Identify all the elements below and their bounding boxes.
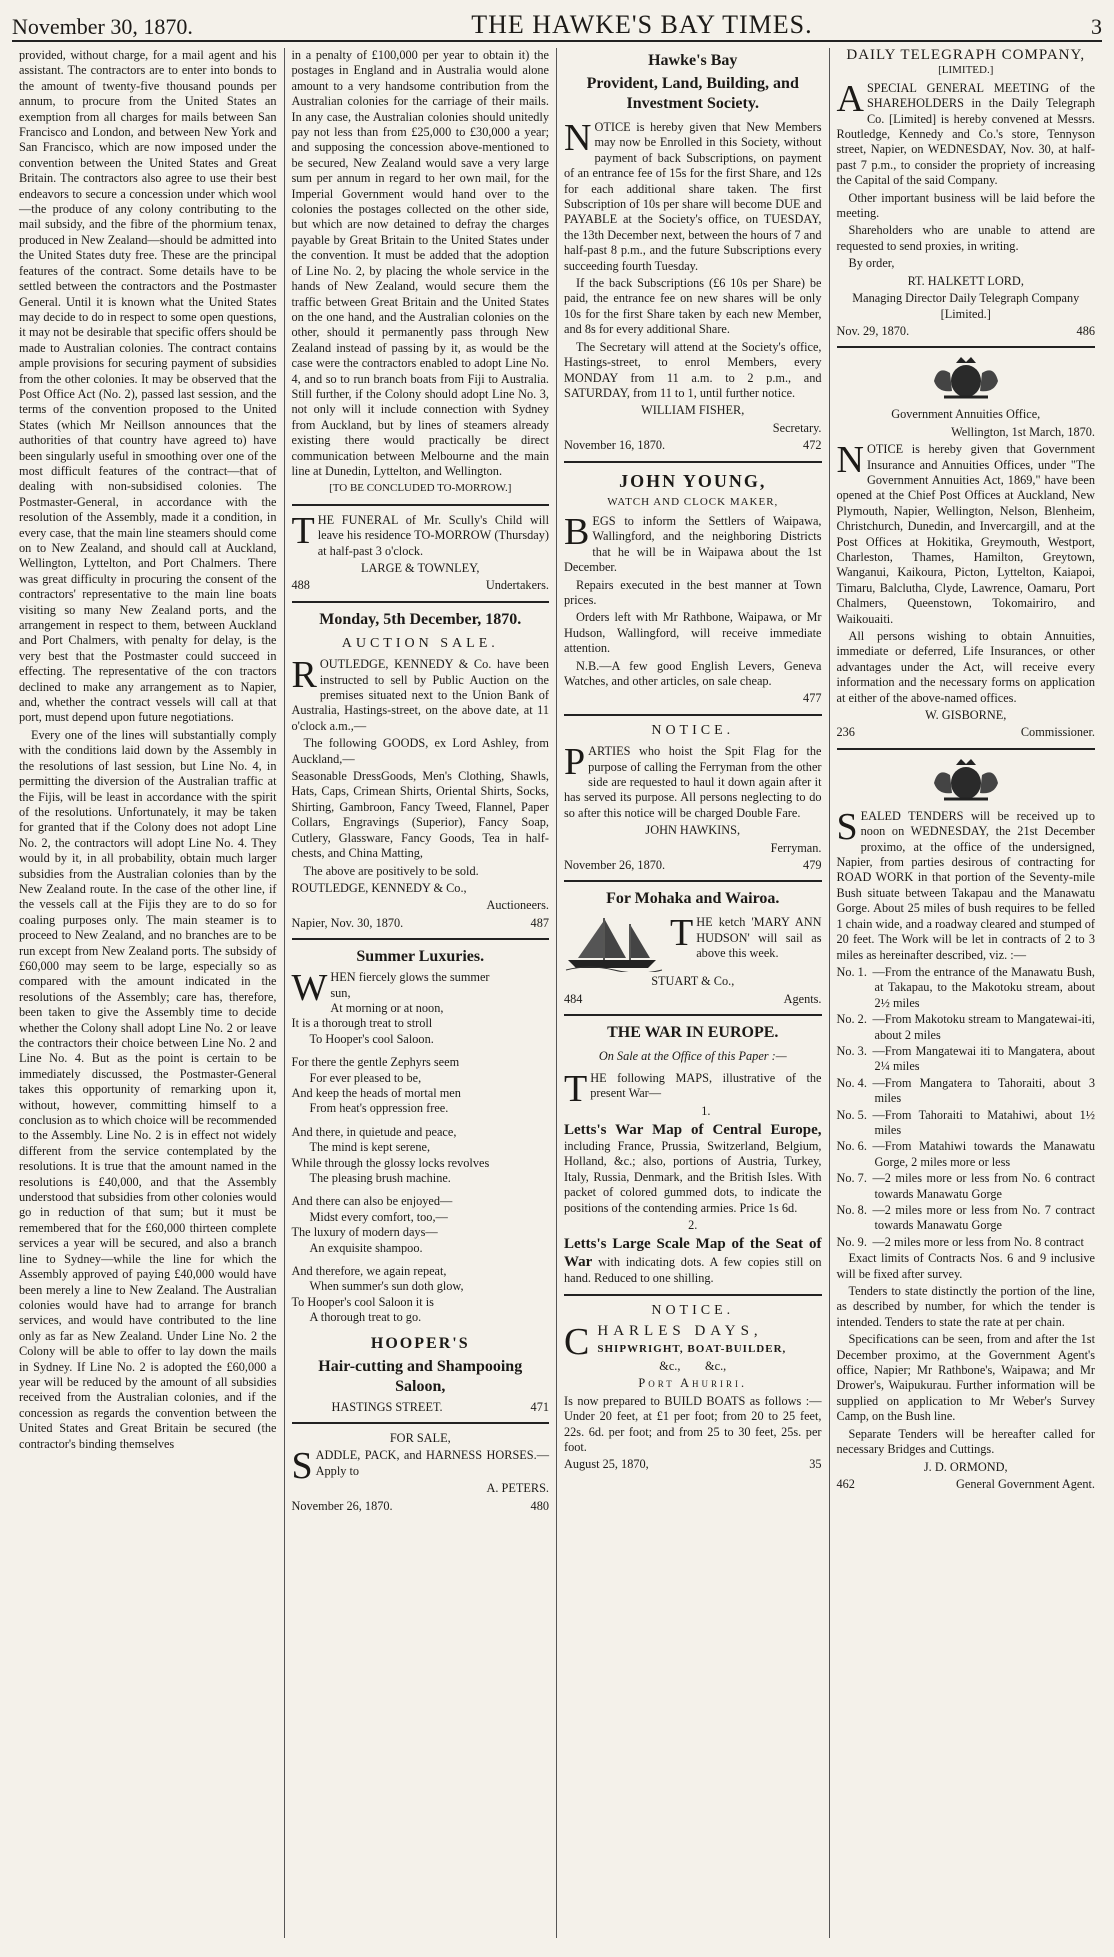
list-item: No. 5. —From Tahoraiti to Matahiwi, about 1½ miles [836,1107,1095,1137]
john-young-ad [564,470,822,707]
days-etc: &c., &c., [659,1358,727,1373]
days-place: Port Ahuriri. [638,1376,748,1391]
society-para: OTICE is hereby given that New Members may now be Enrolled in this Society, without payment of back Subscriptions, on payment of an entrance fee of 15s for the first Share, and 12s for each additional share taken. The first Subscription of 10s per share will become DUE and PAYABLE at the Society's office, on TUESDAY, the 13th December next, between the hours of 7 and half-past 8 p.m., and the future Subscriptions every succeeding fourth Tuesday. [564,120,822,273]
verse-line: The luxury of modern days— [291,1225,438,1240]
annuities-date: Wellington, 1st March, 1870. [951,424,1095,439]
verse-line: For ever pleased to be, [309,1070,422,1085]
list-item: No. 8. —2 miles more or less from No. 7 contract towards Manawatu Gorge [836,1203,1095,1233]
ad-number: 479 [803,858,822,873]
telegraph-para: Other important business will be laid before the meeting. [836,190,1095,221]
society-name: WILLIAM FISHER, [641,403,745,418]
verse-line: For there the gentle Zephyrs seem [291,1055,460,1070]
notice-heading: NOTICE. [651,722,735,738]
for-sale-date: November 26, 1870. [291,1498,393,1513]
verse-line: To Hooper's cool Saloon it is [291,1294,434,1309]
annuities-text: OTICE is hereby given that Government Insurance and Annuities Offices, under "The Government Annuities Act, 1869," have been opened at the Chief Post Offices at Auckland, New Plymouth, Napier, Wellington, Nelson, Blenheim, Christchurch, Dunedin, and Invercargill, and at the Post Offices at Hokitika, Greymouth, Westport, Charleston, Thames, Hamilton, Greytown, Wanganui, Kaikoura, Picton, Lyttelton, Kaiapoi, Timaru, Balclutha, Clyde, Lawrence, Oamaru, Port Chalmers, Queenstown, Tokomairiro, and Waikouaiti. [836,442,1095,626]
society-para: If the back Subscriptions (£6 10s per Share) be paid, the entrance fee on new shares will be only 10s for the first Share taken by each new Member, and 8s for every additional Share. [564,276,822,337]
drop-cap: T [564,1067,588,1110]
tenders-para: Tenders to state distinctly the portion of the line, as described by number, for which the tender is intended. Tenders to state the rate at per chain. [836,1284,1095,1329]
ad-number: 486 [1076,323,1095,338]
tenders-para: Exact limits of Contracts Nos. 6 and 9 inclusive will be fixed after survey. [836,1251,1095,1281]
ferry-name: JOHN HAWKINS, [645,823,741,838]
drop-cap: P [564,741,586,784]
ship-icon [564,912,664,972]
ad-number: 488 [291,578,310,593]
for-sale-text: ADDLE, PACK, and HARNESS HORSES.—Apply to [315,1448,549,1478]
tenders-intro: EALED TENDERS will be received up to noon on WEDNESDAY, the 21st December proximo, at the office of the undersigned, Napier, from parties desirous of contracting for ROAD WORK in that portion of the Seventy-mile Bush situate between Takapau and the Manawatu Gorge. About 25 miles of bush requires to be felled 1 chain wide, and a roadway cleared and stumped of 20 feet. The Work will be let in contracts of 2 to 3 miles as hereinafter described, viz. :— [836,808,1095,962]
auction-role: Auctioneers. [486,898,549,913]
map2-title: Letts's Large Scale Map of the Seat of War [564,1236,822,1271]
annuities-office: Government Annuities Office, [891,407,1041,422]
hooper-service: Hair-cutting and Shampooing Saloon, [318,1357,523,1395]
verse-line: When summer's sun doth glow, [309,1279,464,1294]
map1-title: Letts's War Map of Central Europe, [564,1121,822,1138]
society-date: November 16, 1870. [564,438,666,453]
war-sale: On Sale at the Office of this Paper :— [598,1049,787,1064]
telegraph-order: By order, [848,256,895,271]
ferry-role: Ferryman. [770,840,822,855]
annuities-notice [837,355,1096,741]
ad-number: 477 [803,691,822,706]
hooper-street: HASTINGS STREET. [331,1399,443,1414]
verse-line: And therefore, we again repeat, [291,1264,447,1279]
auction-date-heading: Monday, 5th December, 1870. [319,610,522,628]
telegraph-role: Managing Director Daily Telegraph Company [Limited.] [852,291,1080,321]
drop-cap: W [291,967,328,1010]
society-role: Secretary. [772,420,822,435]
summer-luxuries-ad [292,947,550,1415]
list-item: No. 9. —2 miles more or less from No. 8 contract [836,1234,1084,1249]
ad-number: 236 [836,725,855,740]
young-heading: JOHN YOUNG, [619,470,767,491]
list-item: No. 7. —2 miles more or less from No. 6 contract towards Manawatu Gorge [836,1171,1095,1201]
verse-line: It is a thorough treat to stroll [291,1016,433,1031]
young-para: EGS to inform the Settlers of Waipawa, Wallingford, and the neighboring Districts that he will be in Waipawa about the 1st December. [564,513,822,575]
ferry-date: November 26, 1870. [564,858,666,873]
verse-line: A thorough treat to go. [309,1310,422,1325]
annuities-role: Commissioner. [1020,725,1095,740]
mohaka-ad [564,889,822,1007]
royal-crest-icon [926,355,1006,401]
telegraph-notice [837,48,1096,339]
telegraph-date: Nov. 29, 1870. [836,323,910,338]
drop-cap: A [836,77,864,120]
drop-cap: T [670,912,694,955]
days-text: Is now prepared to BUILD BOATS as follows :—Under 20 feet, at £1 per foot; from 20 to 25 feet, 22s. 6d. per foot; and from 25 to 30 feet, 25s. per foot. [564,1393,822,1454]
verse-line: Midst every comfort, too,— [309,1209,448,1224]
charles-days-ad [564,1303,822,1473]
verse-line: At morning or at noon, [330,1000,444,1015]
drop-cap: S [291,1445,313,1488]
ad-number: 472 [803,438,822,453]
newspaper-page [12,0,1102,1940]
ad-number: 480 [530,1498,549,1513]
mohaka-role: Agents. [783,991,822,1006]
royal-crest-icon [926,757,1006,803]
tenders-role: General Government Agent. [956,1476,1095,1491]
ad-number: 462 [836,1476,855,1491]
contract-list [837,965,1096,1250]
verse-line: And there can also be enjoyed— [291,1194,453,1209]
map2-text: with indicating dots. A few copies still on hand. Reduced to one shilling. [564,1255,822,1286]
for-sale-name: A. PETERS. [486,1481,549,1496]
days-name: HARLES DAYS, [597,1323,763,1340]
society-heading-2: Provident, Land, Building, and Investment Society. [586,75,799,112]
days-date: August 25, 1870, [564,1457,649,1472]
masthead [12,0,1102,42]
map-number: 1. [701,1103,711,1118]
young-para: Orders left with Mr Rathbone, Waipawa, or Mr Hudson, Wallingford, will receive immediate attention. [564,610,822,656]
mohaka-heading: For Mohaka and Wairoa. [606,890,780,908]
verse-line: From heat's oppression free. [309,1101,449,1116]
column-2 [285,48,558,1938]
war-maps-ad [564,1023,822,1286]
drop-cap: C [564,1321,595,1364]
ad-number: 484 [564,991,583,1006]
funeral-notice [291,509,550,594]
drop-cap: N [564,117,592,159]
list-item: No. 2. —From Makotoku stream to Mangatewai-iti, about 2 miles [836,1012,1095,1042]
telegraph-para: Shareholders who are unable to attend are requested to send proxies, in writing. [836,223,1095,253]
article-paragraph: Every one of the lines will substantially comply with the conditions laid down by the Assembly in the resolutions of last session, but Line No. 4, in permitting the diversion of the Australian traffic at the Fijis, will be least in accordance with the spirit of the resolutions. Unfortunately, it may be taken for granted that if the Colony does not adopt Line No. 2, the contractors will adopt Line No. 4. They would by it, in all probability, obtain much larger subsidies from the Australian colonies than by the New Zealand route. In the case of the other line, if the vessels call at the Fijis they are to do so for coaling purposes only. The main steamer is to proceed to New Zealand, and no branches are to be run except from New Zealand ports. The subsidy of £60,000 may seem to be large, especially so as compared with the amount indicated in the resolutions of the Assembly; care has, therefore, been taken to give the Assembly time to decide whether the Colony shall adopt Line No. 2 or leave the contractors their choice between Line No. 2 and Line No. 4. But as the point is certain to be immediately discussed, the Postmaster-General takes this opportunity of remarking upon it, without, however, committing himself to a conclusion as to which choice will be recommended to the Assembly. Line No. 2 is in effect not widely different from the service contemplated by the resolutions. It is true that the amount named in the resolutions is £40,000, and that the Assembly understood that subsidies from other colonies would go in reduction of that sum; but it must be remembered that for the £60,000 thirteen complete services a year will be secured, and also a branch line to Sydney—while the line for which the Assembly approved of paying £40,000 would have been merely a line to New Zealand. The Australian colonies would have had to arrange for branch services, and would have contributed to the line only as far as New Zealand. Under Line No. 2 the Colony will be able to offer to lay down the mails in Sydney. If Line No. 2 is adopted the £60,000 a year will be reduced by the amount of all subsidies received from the Australian colonies, and if the concession as regards the convention between the United States and Great Britain be secured (the contractor's binding themselves [19,727,277,1451]
telegraph-text: SPECIAL GENERAL MEETING of the SHAREHOLDERS in the Daily Telegraph Co. [Limited] is hereby convened at Messrs. Routledge, Kennedy and Co.'s store, Tennyson street, Napier, on WEDNESDAY, Nov. 30, at half-past 7 p.m., to consider the propriety of increasing the Capital of the said Company. [836,80,1095,188]
annuities-para: All persons wishing to obtain Annuities, immediate or deferred, Life Insurances, or other advantages under the Act, will receive every information and the necessary forms on application at either of the above-named offices. [836,629,1095,705]
young-para: N.B.—A few good English Levers, Geneva Watches, and other articles, on sale cheap. [564,658,822,688]
verse-line: The mind is kept serene, [309,1140,431,1155]
verse-line: HEN fiercely glows the summer [330,970,490,985]
verse-line: The pleasing brush machine. [309,1171,451,1185]
notice-heading: NOTICE. [651,1302,735,1318]
telegraph-name: RT. HALKETT LORD, [907,273,1024,288]
ad-number: 471 [530,1399,549,1414]
drop-cap: B [564,510,590,553]
telegraph-limited: [LIMITED.] [938,64,994,77]
drop-cap: S [836,805,858,848]
auction-heading: AUCTION SALE. [341,635,499,651]
for-sale-heading: FOR SALE, [389,1431,451,1446]
summer-heading: Summer Luxuries. [356,948,485,966]
column-3 [557,48,830,1938]
tenders-name: J. D. ORMOND, [923,1459,1008,1474]
list-item: No. 4. —From Mangatera to Tahoraiti, about 3 miles [836,1075,1095,1106]
annuities-name: W. GISBORNE, [925,708,1007,723]
ferry-notice [564,723,822,874]
tenders-para: Specifications can be seen, from and after the 1st December proximo, at the Government Agent's office, Napier; Mr Rathbone's, Waipawa; and Mr Drower's, Waipukurau. Further information will be supplied on application to Mr Weber's Survey Camp, on the Bush line. [836,1332,1095,1424]
war-heading: THE WAR IN EUROPE. [607,1024,779,1042]
auction-intro: OUTLEDGE, KENNEDY & Co. have been instructed to sell by Public Auction on the premises situated next to the Union Bank of Australia, Hastings-street, on the above date, at 11 o'clock a.m.,— [291,657,549,733]
article-continuation: in a penalty of £100,000 per year to obtain it) the postages in England and in Australia would alone amount to a very handsome contribution from the Australian colonies for the carriage of their mails. In any case, the Australian colonies should unitedly pay not less than from £25,000 to £30,000 a year; and supposing the concession above-mentioned to be secured, New Zealand would save a very large sum per annum in regard to her own mail, for the Imperial Government would hand over to the colonies the postages collected on the other side, but which are now detained to defray the charges payable by Great Britain to the United States under the convention. It must be added that the adoption of Line No. 2, by placing the whole service in the hands of New Zealand, would secure them the traffic between Great Britain and the United States on the one hand, and the Australian colonies on the other, should it permanently pass through New Zealand instead of passing by it, as would be the case were the contractors enabled to adopt Line No. 4, and so to run branch boats from Fiji to Australia. Still further, if the Colony should adopt Line No. 3, not only will it include connection with Sydney from Auckland, but by lines of steamers already existing there would practically be direct communication between Melbourne and the main line at Dunedin, Lyttelton, and Wellington. [291,48,549,478]
society-para: The Secretary will attend at the Society's office, Hastings-street, to enrol Members, every MONDAY from 11 a.m. to 2 p.m., and SATURDAY, from 11 to 1, until further notice. [564,339,822,400]
verse-line: sun, [330,985,351,1000]
auction-notice [292,610,550,931]
verse-line: And there, in quietude and peace, [291,1124,457,1139]
verse-line: An exquisite shampoo. [309,1240,423,1255]
days-trade: SHIPWRIGHT, BOAT-BUILDER, [597,1342,787,1355]
young-sub: WATCH AND CLOCK MAKER, [607,495,779,508]
drop-cap: N [836,439,864,482]
list-item: No. 3. —From Mangatewai iti to Mangatera, about 2¼ miles [836,1043,1095,1074]
ferry-text: ARTIES who hoist the Spit Flag for the purpose of calling the Ferryman from the other side are requested to haul it down again after it has served its purpose. All persons neglecting to do so after this notice will be charged Double Fare. [564,744,822,820]
funeral-role: Undertakers. [485,578,549,593]
telegraph-heading: DAILY TELEGRAPH COMPANY, [846,48,1086,63]
mohaka-firm: STUART & Co., [651,974,735,989]
auction-goods: The following GOODS, ex Lord Ashley, from Auckland,— [291,736,549,766]
verse-line: To Hooper's cool Saloon. [309,1031,434,1046]
funeral-text: HE FUNERAL of Mr. Scully's Child will leave his residence TO-MORROW (Thursday) at half-past 3 o'clock. [317,512,549,558]
drop-cap: R [291,654,317,697]
verse-line: And keep the heads of mortal men [291,1085,461,1100]
society-heading-1: Hawke's Bay [648,52,738,69]
newspaper-title: THE HAWKE'S BAY TIMES. [471,10,813,39]
verse-line: While through the glossy locks revolves [291,1155,490,1170]
drop-cap: T [291,509,315,552]
tenders-notice [837,757,1096,1492]
article-paragraph: provided, without charge, for a mail agent and his assistant. The contractors are to enter into bonds to the amount of twenty-five thousand pounds per annum, to procure from the United States an exemption from all charges for mails between San Francisco and London, and between New York and San Francisco, which are now imposed under the convention between the United States and Great Britain. The contractors also agree to use their best endeavors to secure a concession under which wool—the produce of any colony contributing to the mail subsidy, and the fibre of the phormium tenax, produced in New Zealand—should be admitted into the United States duty free. These are the principal features of the contract. Some details have to be settled between the contractors and the Postmaster General. Until it is known what the United States may decide to do in respect to some open questions, it may not be desirable that specific offers should be made to Australian colonies. The contract contains ample provisions for securing payment of subsidies from the other colonies. It may be observed that the Post Office Act (No. 2), passed last session, and the terms of the convention proposed to the United States (which Mr Neillson announces that the authorities of that country have agreed to) have been singularly useful in smoothing over one of the most difficult features of the contract—that of dealing with non-subsidised colonies. The Postmaster-General, in accordance with the resolution of the Assembly, made it a condition, in every case, that the main line steamers should come on to New Zealand, and should call at Auckland, Wellington, Lyttelton, and Port Chalmers. There was great difficulty in procuring the consent of the contractors' representative to the main line boats visiting so many New Zealand ports, and the arrangement in respect to them, between Auckland and Port Chalmers, with penalty for delay, is the very best that the Postmaster could succeed in effecting. The representative of the con tractors declined to make any arrangement as to Napier, and, whether the contract vessels will call at that port, must depend upon future negotiations. [19,48,277,725]
auction-list: Seasonable DressGoods, Men's Clothing, Shawls, Hats, Caps, Crimean Shirts, Oriental Shirts, Socks, Shirting, Gambroon, Fancy Tweed, Flannel, Paper Collars, Engravings (Superior), Fancy Soap, Cutlery, Glassware, Fancy Goods, Tea in half-chests, and China Matting, [291,769,549,861]
issue-date: November 30, 1870. [12,14,193,39]
tenders-para: Separate Tenders will be hereafter called for necessary Bridges and Cuttings. [836,1426,1095,1457]
society-notice [564,51,822,454]
auction-firm: ROUTLEDGE, KENNEDY & Co., [291,880,467,895]
for-sale-notice [292,1431,550,1514]
column-1 [12,48,285,1938]
ad-number: 487 [530,915,549,930]
ad-number: 35 [809,1457,822,1472]
page-number: 3 [1090,14,1102,39]
war-intro: HE following MAPS, illustrative of the present War— [590,1070,822,1101]
to-be-concluded: [TO BE CONCLUDED TO-MORROW.] [329,482,512,495]
funeral-firm: LARGE & TOWNLEY, [360,561,480,575]
mohaka-text: HE ketch 'MARY ANN HUDSON' will sail as above this week. [696,915,822,961]
map-number: 2. [688,1217,698,1232]
list-item: No. 6. —From Matahiwi towards the Manawatu Gorge, 2 miles more or less [836,1139,1095,1169]
column-4 [830,48,1103,1938]
auction-place-date: Napier, Nov. 30, 1870. [291,915,404,930]
list-item: No. 1. —From the entrance of the Manawatu Bush, at Takapau, to the Makotoku stream, about 2½ miles [836,964,1095,1010]
map1-text: including France, Prussia, Switzerland, Belgium, Holland, &c.; also, portions of Austria, Turkey, Italy, Russia, Denmark, and the British Isles. With packet of colored gummed dots, to indicate the positions of the contending armies. Price 1s 6d. [564,1138,822,1215]
auction-positive: The above are positively to be sold. [303,863,479,878]
hooper-name: HOOPER'S [370,1334,470,1352]
young-para: Repairs executed in the best manner at Town prices. [564,577,822,607]
